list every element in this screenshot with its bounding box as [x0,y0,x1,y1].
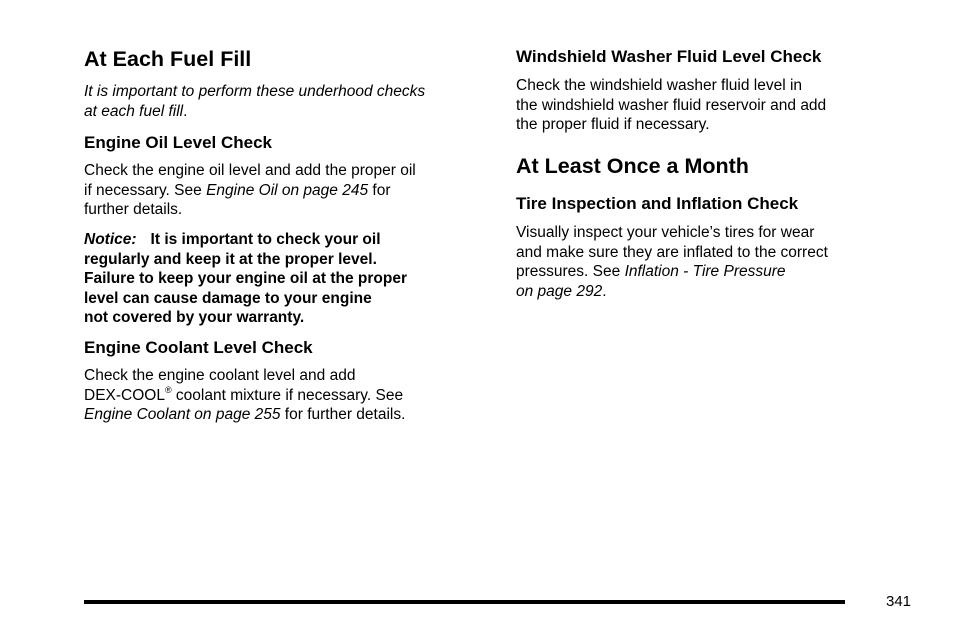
washer-fluid-body [516,76,826,135]
engine-coolant-line1: Check the engine coolant level and add [84,367,356,384]
notice-line5: not covered by your warranty. [84,309,305,326]
engine-oil-line3: further details. [84,201,183,218]
page-number: 341 [886,593,912,610]
washer-fluid-line2: the windshield washer fluid reservoir and add [516,96,827,114]
tire-line3-text: pressures. See [516,263,625,280]
oil-notice [84,230,407,328]
engine-coolant-heading: Engine Coolant Level Check [84,338,313,357]
fuel-fill-intro-part1: It is important to perform these underhood checks [84,83,426,100]
engine-coolant-line3-after: for further details. [280,406,406,423]
engine-oil-body [84,161,416,220]
tire-line4-end: . [602,282,607,300]
engine-coolant-line2-text: coolant mixture if necessary. See [171,386,404,404]
fuel-fill-intro-part2: at each fuel fill [84,102,184,120]
tire-line1: Visually inspect your vehicle’s tires for wear [516,224,815,241]
washer-fluid-line3: the proper fluid if necessary. [516,116,710,133]
tire-pressure-page-ref[interactable]: on page 292 [516,282,603,300]
washer-fluid-heading: Windshield Washer Fluid Level Check [516,47,822,66]
notice-line2: regularly and keep it at the proper level. [84,250,377,268]
dex-cool-product: DEX-COOL [84,386,165,404]
engine-coolant-page-ref[interactable]: Engine Coolant on page 255 [84,406,281,423]
engine-oil-line1: Check the engine oil level and add the proper oil [84,162,416,179]
tire-pressure-ref[interactable]: Inflation - Tire Pressure [624,263,786,280]
engine-oil-heading: Engine Oil Level Check [84,133,273,152]
engine-oil-line2-text: if necessary. See [84,181,207,199]
footer-rule [84,600,845,604]
notice-line4: level can cause damage to your engine [84,289,372,307]
fuel-fill-title: At Each Fuel Fill [84,47,252,71]
tire-inspection-body [516,223,828,301]
fuel-fill-intro [84,82,425,121]
notice-label: Notice: [84,231,137,248]
monthly-title: At Least Once a Month [516,154,749,178]
notice-line1: It is important to check your oil [150,231,381,248]
registered-mark: ® [164,384,172,395]
engine-oil-page-ref[interactable]: Engine Oil on page 245 [206,181,369,199]
washer-fluid-line1: Check the windshield washer fluid level in [516,77,803,94]
tire-line2: and make sure they are inflated to the correct [516,243,828,261]
notice-line3: Failure to keep your engine oil at the proper [84,270,407,287]
tire-inspection-heading: Tire Inspection and Inflation Check [516,194,799,213]
fuel-fill-intro-end: . [183,102,188,120]
engine-oil-line2-after: for [368,181,391,199]
engine-coolant-body [84,366,405,425]
